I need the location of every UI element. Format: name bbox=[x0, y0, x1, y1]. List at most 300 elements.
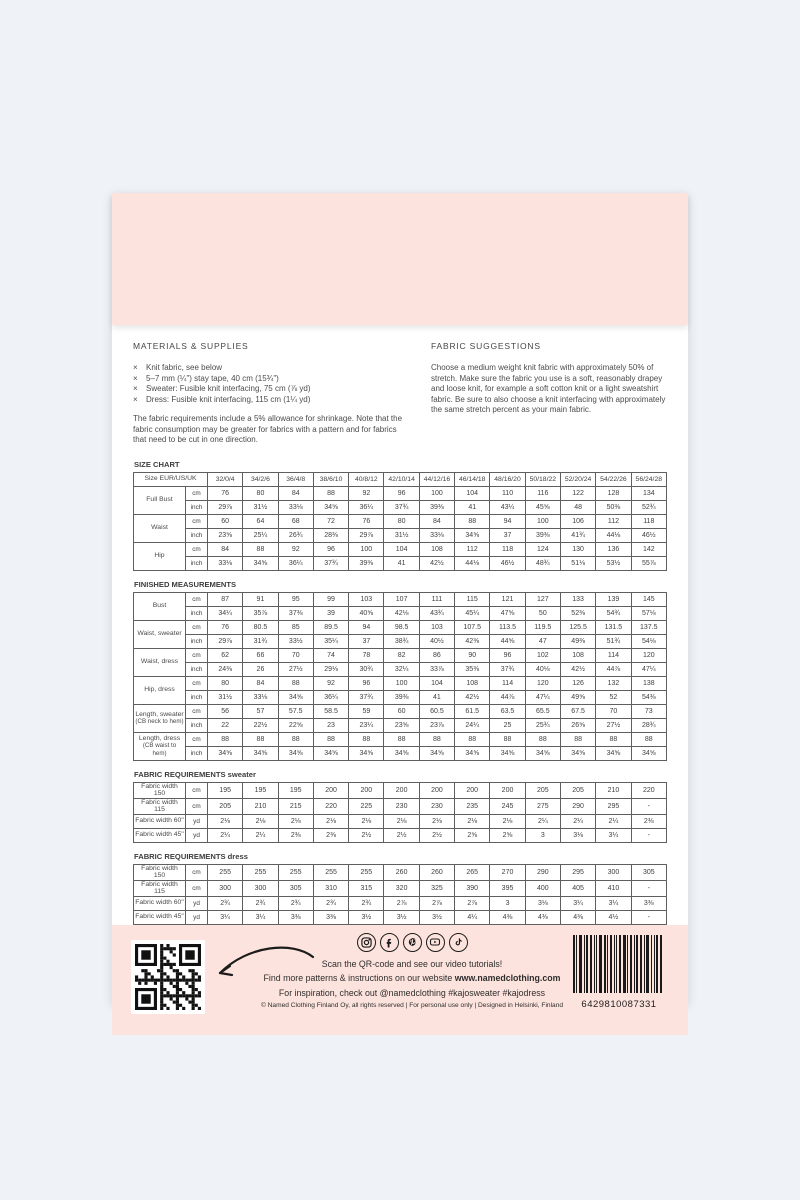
table-cell: 70 bbox=[596, 704, 631, 718]
table-cell: 2⅞ bbox=[455, 896, 490, 910]
table-cell: cm bbox=[186, 676, 208, 690]
table-cell: 195 bbox=[278, 782, 313, 798]
table-cell: 42½ bbox=[560, 662, 595, 676]
table-cell: 85 bbox=[278, 620, 313, 634]
table-row bbox=[134, 634, 667, 648]
table-row bbox=[134, 514, 667, 528]
table-cell: 34⅝ bbox=[243, 746, 278, 760]
table-cell: 2⅛ bbox=[243, 814, 278, 828]
table-cell: 50⅜ bbox=[596, 500, 631, 514]
table-cell: yd bbox=[186, 910, 208, 924]
table-cell: 34⅝ bbox=[313, 746, 348, 760]
table-cell: 395 bbox=[490, 880, 525, 896]
table-cell: 65.5 bbox=[525, 704, 560, 718]
table-cell: 88 bbox=[349, 732, 384, 746]
table-cell: 103 bbox=[419, 620, 454, 634]
table-cell: 2¾ bbox=[243, 896, 278, 910]
table-cell: Fabric width 60" bbox=[134, 814, 186, 828]
table-cell: 80 bbox=[208, 676, 243, 690]
table-cell: 33⅛ bbox=[419, 528, 454, 542]
table-cell: 48 bbox=[560, 500, 595, 514]
table-cell: 42½ bbox=[455, 690, 490, 704]
table-cell: 44⅝ bbox=[490, 634, 525, 648]
table-cell: 94 bbox=[349, 620, 384, 634]
table-cell: 2½ bbox=[419, 828, 454, 842]
table-cell: 108 bbox=[419, 542, 454, 556]
table-cell: 131.5 bbox=[596, 620, 631, 634]
table-cell: 104 bbox=[419, 676, 454, 690]
table-cell: 88 bbox=[278, 676, 313, 690]
table-cell: 220 bbox=[313, 798, 348, 814]
table-cell: 205 bbox=[560, 782, 595, 798]
table-cell: 34⅝ bbox=[455, 528, 490, 542]
table-cell: cm bbox=[186, 486, 208, 500]
table-cell: 42⅛ bbox=[384, 606, 419, 620]
table-cell: 23⅞ bbox=[419, 718, 454, 732]
table-cell: 76 bbox=[208, 620, 243, 634]
table-cell: 52/20/24 bbox=[560, 472, 595, 486]
table-cell: 88 bbox=[243, 732, 278, 746]
table-cell: 34⅝ bbox=[278, 690, 313, 704]
table-cell: 32/0/4 bbox=[208, 472, 243, 486]
table-cell: 410 bbox=[596, 880, 631, 896]
table-cell: 38¾ bbox=[384, 634, 419, 648]
table-cell: 92 bbox=[278, 542, 313, 556]
table-cell: 235 bbox=[455, 798, 490, 814]
table-cell: 200 bbox=[349, 782, 384, 798]
table-cell: 128 bbox=[596, 486, 631, 500]
table-row bbox=[134, 690, 667, 704]
table-cell: 305 bbox=[278, 880, 313, 896]
materials-note: The fabric requirements include a 5% allowance for shrinkage. Note that the fabric consumption may be greater for fabrics with a pattern and for fabrics that need to be cut in one direction. bbox=[133, 414, 403, 444]
table-cell: 82 bbox=[384, 648, 419, 662]
table-cell: 112 bbox=[596, 514, 631, 528]
table-cell: 37¾ bbox=[349, 690, 384, 704]
table-row bbox=[134, 486, 667, 500]
x-bullet: × bbox=[133, 394, 138, 404]
table-cell: 76 bbox=[208, 486, 243, 500]
table-cell: 88 bbox=[490, 732, 525, 746]
table-cell: cm bbox=[186, 514, 208, 528]
barcode bbox=[571, 935, 667, 1010]
table-cell: 210 bbox=[243, 798, 278, 814]
table-cell: 41 bbox=[384, 556, 419, 570]
data-table bbox=[133, 592, 667, 761]
table-cell: 130 bbox=[560, 542, 595, 556]
table-cell: 34⅝ bbox=[631, 746, 666, 760]
table-cell: 31¾ bbox=[243, 634, 278, 648]
table-cell: 310 bbox=[313, 880, 348, 896]
table-cell: 89.5 bbox=[313, 620, 348, 634]
fabric-req-sweater-title: FABRIC REQUIREMENTS sweater bbox=[134, 769, 256, 779]
table-cell: 195 bbox=[243, 782, 278, 798]
table-cell: 31½ bbox=[208, 690, 243, 704]
table-cell: 260 bbox=[384, 864, 419, 880]
table-cell: 3¼ bbox=[596, 896, 631, 910]
table-cell: 104 bbox=[455, 486, 490, 500]
data-table bbox=[133, 472, 667, 571]
table-cell: 137.5 bbox=[631, 620, 666, 634]
table-cell: 96 bbox=[349, 676, 384, 690]
table-cell: 265 bbox=[455, 864, 490, 880]
table-cell: 145 bbox=[631, 592, 666, 606]
table-cell: 200 bbox=[384, 782, 419, 798]
youtube-icon bbox=[426, 933, 445, 952]
fabric-req-sweater-table bbox=[133, 782, 667, 843]
materials-item: × Knit fabric, see below bbox=[133, 363, 223, 372]
table-cell: 84 bbox=[278, 486, 313, 500]
table-cell: cm bbox=[186, 648, 208, 662]
table-cell: 53½ bbox=[596, 556, 631, 570]
table-cell: 103 bbox=[349, 592, 384, 606]
materials-title: MATERIALS & SUPPLIES bbox=[133, 341, 249, 351]
table-cell: 92 bbox=[349, 486, 384, 500]
table-cell: 62 bbox=[208, 648, 243, 662]
table-cell: inch bbox=[186, 690, 208, 704]
table-cell: cm bbox=[186, 732, 208, 746]
barcode-number: 6429810087331 bbox=[581, 998, 657, 1010]
table-row bbox=[134, 606, 667, 620]
table-cell: 119.5 bbox=[525, 620, 560, 634]
table-cell: 58.5 bbox=[313, 704, 348, 718]
table-cell: 22⅝ bbox=[278, 718, 313, 732]
fabric-suggestions-section bbox=[431, 341, 667, 446]
table-row bbox=[134, 556, 667, 570]
table-cell: 120 bbox=[525, 676, 560, 690]
table-cell: 46½ bbox=[631, 528, 666, 542]
table-cell: 24¼ bbox=[455, 718, 490, 732]
table-cell: 88 bbox=[243, 542, 278, 556]
top-pink-band bbox=[112, 193, 688, 325]
table-cell: 305 bbox=[631, 864, 666, 880]
qr-code bbox=[131, 940, 205, 1014]
table-cell: yd bbox=[186, 814, 208, 828]
table-cell: 25¾ bbox=[525, 718, 560, 732]
table-cell: 55⅞ bbox=[631, 556, 666, 570]
table-cell: 45⅝ bbox=[525, 500, 560, 514]
table-cell: 39⅜ bbox=[349, 556, 384, 570]
table-cell: 24⅜ bbox=[208, 662, 243, 676]
table-cell: 48¾ bbox=[525, 556, 560, 570]
table-cell: 57.5 bbox=[278, 704, 313, 718]
table-cell: 43¼ bbox=[490, 500, 525, 514]
table-cell: 3½ bbox=[349, 910, 384, 924]
table-cell: 3⅛ bbox=[560, 828, 595, 842]
pattern-sheet bbox=[112, 193, 688, 1010]
table-row bbox=[134, 718, 667, 732]
table-cell: 44⅞ bbox=[490, 690, 525, 704]
table-cell: 29⅞ bbox=[208, 500, 243, 514]
table-cell: 92 bbox=[313, 676, 348, 690]
table-cell: 2⅜ bbox=[278, 828, 313, 842]
footer-line3: For inspiration, check out @namedclothing #kajosweater #kajodress bbox=[278, 987, 546, 998]
table-cell: 270 bbox=[490, 864, 525, 880]
table-cell: 39 bbox=[313, 606, 348, 620]
size-chart-title: SIZE CHART bbox=[134, 459, 180, 469]
table-cell: - bbox=[631, 828, 666, 842]
footer-line2: Find more patterns & instructions on our website www.namedclothing.com bbox=[263, 973, 561, 983]
table-cell: 38/6/10 bbox=[313, 472, 348, 486]
table-cell: 2⅜ bbox=[631, 814, 666, 828]
table-cell: 26 bbox=[243, 662, 278, 676]
table-cell: yd bbox=[186, 828, 208, 842]
tiktok-icon bbox=[449, 933, 468, 952]
table-cell: 2⅛ bbox=[419, 814, 454, 828]
table-cell: 121 bbox=[490, 592, 525, 606]
table-cell: 290 bbox=[560, 798, 595, 814]
table-cell: 46/14/18 bbox=[455, 472, 490, 486]
materials-list bbox=[133, 363, 409, 405]
table-cell: 63.5 bbox=[490, 704, 525, 718]
table-cell: cm bbox=[186, 880, 208, 896]
table-cell: 39⅜ bbox=[419, 500, 454, 514]
table-cell: cm bbox=[186, 542, 208, 556]
table-cell: 64 bbox=[243, 514, 278, 528]
table-cell: 34⅝ bbox=[313, 500, 348, 514]
x-bullet: × bbox=[133, 363, 138, 372]
table-cell: 80 bbox=[384, 514, 419, 528]
table-cell: 126 bbox=[560, 676, 595, 690]
table-cell: 80 bbox=[243, 486, 278, 500]
fabric-suggestions-title: FABRIC SUGGESTIONS bbox=[431, 341, 541, 351]
x-bullet: × bbox=[133, 373, 138, 383]
table-cell: 40⅛ bbox=[525, 662, 560, 676]
table-cell: 104 bbox=[384, 542, 419, 556]
table-cell: 295 bbox=[596, 798, 631, 814]
table-cell: 29⅛ bbox=[313, 662, 348, 676]
table-cell: 100 bbox=[384, 676, 419, 690]
table-cell: 37 bbox=[349, 634, 384, 648]
footer-pink-band bbox=[112, 925, 688, 1035]
table-cell: 3¼ bbox=[208, 910, 243, 924]
table-cell: 35⅜ bbox=[455, 662, 490, 676]
table-cell: 34⅝ bbox=[560, 746, 595, 760]
table-cell: 34⅝ bbox=[384, 746, 419, 760]
table-cell: 110 bbox=[490, 486, 525, 500]
table-cell: 36¼ bbox=[349, 500, 384, 514]
table-cell: cm bbox=[186, 782, 208, 798]
table-cell: 400 bbox=[525, 880, 560, 896]
table-cell: - bbox=[631, 910, 666, 924]
table-cell: 61.5 bbox=[455, 704, 490, 718]
table-cell: 88 bbox=[596, 732, 631, 746]
table-cell: 2¼ bbox=[243, 828, 278, 842]
table-row bbox=[134, 676, 667, 690]
table-cell: 320 bbox=[384, 880, 419, 896]
table-cell: 4½ bbox=[596, 910, 631, 924]
table-cell: 3⅛ bbox=[525, 896, 560, 910]
table-cell: 33½ bbox=[278, 634, 313, 648]
table-cell: 52 bbox=[596, 690, 631, 704]
table-row bbox=[134, 592, 667, 606]
table-cell: 3 bbox=[490, 896, 525, 910]
table-cell: 4⅜ bbox=[490, 910, 525, 924]
sheet-content bbox=[112, 325, 688, 925]
table-cell: 44⅛ bbox=[596, 528, 631, 542]
table-cell: 31½ bbox=[243, 500, 278, 514]
table-cell: 37¾ bbox=[313, 556, 348, 570]
table-cell: 47¼ bbox=[525, 690, 560, 704]
table-cell: 84 bbox=[208, 542, 243, 556]
table-cell: 325 bbox=[419, 880, 454, 896]
table-cell: cm bbox=[186, 620, 208, 634]
facebook-icon bbox=[380, 933, 399, 952]
table-cell: 27½ bbox=[278, 662, 313, 676]
table-cell: - bbox=[631, 880, 666, 896]
table-cell: 122 bbox=[560, 486, 595, 500]
table-cell: 124 bbox=[525, 542, 560, 556]
table-row bbox=[134, 746, 667, 760]
table-cell: 48/16/20 bbox=[490, 472, 525, 486]
table-cell: 37 bbox=[490, 528, 525, 542]
table-cell: 37⅜ bbox=[278, 606, 313, 620]
table-cell: 205 bbox=[525, 782, 560, 798]
table-cell: cm bbox=[186, 592, 208, 606]
table-cell: 113.5 bbox=[490, 620, 525, 634]
table-cell: Fabric width 115 bbox=[134, 880, 186, 896]
table-cell: 2⅜ bbox=[313, 828, 348, 842]
size-chart-table bbox=[133, 472, 667, 571]
table-cell: 41¾ bbox=[560, 528, 595, 542]
table-cell: 2⅛ bbox=[208, 814, 243, 828]
table-cell: 115 bbox=[455, 592, 490, 606]
table-cell: 4⅜ bbox=[525, 910, 560, 924]
table-row bbox=[134, 542, 667, 556]
table-cell: 112 bbox=[455, 542, 490, 556]
table-cell: 87 bbox=[208, 592, 243, 606]
table-cell: 2⅛ bbox=[384, 814, 419, 828]
table-cell: 290 bbox=[525, 864, 560, 880]
materials-item: × Sweater: Fusible knit interfacing, 75 cm (⅞ yd) bbox=[133, 384, 311, 393]
table-cell: 2¼ bbox=[525, 814, 560, 828]
materials-item: × 5–7 mm (¼") stay tape, 40 cm (15¾") bbox=[133, 373, 279, 383]
table-cell: 51¾ bbox=[596, 634, 631, 648]
table-cell: 3¼ bbox=[596, 828, 631, 842]
table-cell: 23 bbox=[313, 718, 348, 732]
table-cell: Waist, sweater bbox=[134, 620, 186, 648]
table-cell: 3⅜ bbox=[313, 910, 348, 924]
table-cell: 37¾ bbox=[384, 500, 419, 514]
table-row bbox=[134, 828, 667, 842]
table-cell: 230 bbox=[419, 798, 454, 814]
table-cell: 39⅜ bbox=[525, 528, 560, 542]
table-cell: 39⅜ bbox=[384, 690, 419, 704]
table-cell: 34⅝ bbox=[455, 746, 490, 760]
table-cell: 3 bbox=[525, 828, 560, 842]
table-cell: 120 bbox=[631, 648, 666, 662]
table-cell: 72 bbox=[313, 514, 348, 528]
table-cell: 136 bbox=[596, 542, 631, 556]
table-cell: 275 bbox=[525, 798, 560, 814]
table-row bbox=[134, 662, 667, 676]
table-cell: 26⅝ bbox=[560, 718, 595, 732]
table-cell: 36¼ bbox=[313, 690, 348, 704]
table-row bbox=[134, 910, 667, 924]
table-cell: 2¾ bbox=[278, 896, 313, 910]
table-cell: 78 bbox=[349, 648, 384, 662]
table-cell: 44⅞ bbox=[596, 662, 631, 676]
table-cell: 125.5 bbox=[560, 620, 595, 634]
table-cell: inch bbox=[186, 746, 208, 760]
table-row bbox=[134, 864, 667, 880]
table-cell: 220 bbox=[631, 782, 666, 798]
table-row bbox=[134, 704, 667, 718]
table-cell: 84 bbox=[419, 514, 454, 528]
table-cell: 42/10/14 bbox=[384, 472, 419, 486]
table-cell: 2⅛ bbox=[349, 814, 384, 828]
table-cell: 28⅜ bbox=[313, 528, 348, 542]
table-cell: Size EUR/US/UK bbox=[134, 472, 208, 486]
table-cell: 2¾ bbox=[313, 896, 348, 910]
table-cell: Waist, dress bbox=[134, 648, 186, 676]
table-cell: Hip, dress bbox=[134, 676, 186, 704]
table-cell: 225 bbox=[349, 798, 384, 814]
table-cell: inch bbox=[186, 500, 208, 514]
table-cell: 96 bbox=[313, 542, 348, 556]
table-row bbox=[134, 500, 667, 514]
table-cell: 102 bbox=[525, 648, 560, 662]
table-cell: 88 bbox=[419, 732, 454, 746]
fabric-req-dress-table bbox=[133, 864, 667, 925]
table-cell: 300 bbox=[208, 880, 243, 896]
table-cell: Fabric width 150 bbox=[134, 782, 186, 798]
table-cell: 42½ bbox=[419, 556, 454, 570]
table-cell: 111 bbox=[419, 592, 454, 606]
table-cell: 60 bbox=[384, 704, 419, 718]
table-cell: 44⅛ bbox=[455, 556, 490, 570]
table-cell: 23¼ bbox=[349, 718, 384, 732]
data-table bbox=[133, 782, 667, 843]
table-row bbox=[134, 782, 667, 798]
table-cell: 138 bbox=[631, 676, 666, 690]
table-cell: 54⅜ bbox=[631, 690, 666, 704]
table-cell: 255 bbox=[243, 864, 278, 880]
data-table bbox=[133, 864, 667, 925]
table-cell: 51⅛ bbox=[560, 556, 595, 570]
footer-copyright: © Named Clothing Finland Oy, all rights reserved | For personal use only | Designed in Helsinki, Finland bbox=[260, 1002, 564, 1009]
table-cell: 127 bbox=[525, 592, 560, 606]
table-cell: Bust bbox=[134, 592, 186, 620]
table-row bbox=[134, 896, 667, 910]
table-cell: 47¼ bbox=[631, 662, 666, 676]
table-cell: 106 bbox=[560, 514, 595, 528]
table-cell: 25 bbox=[490, 718, 525, 732]
table-cell: 49⅜ bbox=[560, 634, 595, 648]
table-cell: 3⅜ bbox=[631, 896, 666, 910]
table-cell: 255 bbox=[349, 864, 384, 880]
table-cell: 47⅝ bbox=[490, 606, 525, 620]
table-cell: 94 bbox=[490, 514, 525, 528]
table-cell: 41 bbox=[419, 690, 454, 704]
table-cell: 54⅛ bbox=[631, 634, 666, 648]
table-cell: 3¼ bbox=[243, 910, 278, 924]
table-row bbox=[134, 732, 667, 746]
table-cell: 34/2/6 bbox=[243, 472, 278, 486]
table-cell: 60 bbox=[208, 514, 243, 528]
table-cell: 260 bbox=[419, 864, 454, 880]
table-cell: 88 bbox=[384, 732, 419, 746]
table-row bbox=[134, 528, 667, 542]
table-cell: 33⅞ bbox=[419, 662, 454, 676]
table-cell: 99 bbox=[313, 592, 348, 606]
table-cell: 34⅝ bbox=[490, 746, 525, 760]
table-cell: 107 bbox=[384, 592, 419, 606]
table-cell: 88 bbox=[313, 732, 348, 746]
table-cell: Fabric width 60" bbox=[134, 896, 186, 910]
table-cell: 2¾ bbox=[349, 896, 384, 910]
table-row bbox=[134, 814, 667, 828]
table-cell: 88 bbox=[525, 732, 560, 746]
